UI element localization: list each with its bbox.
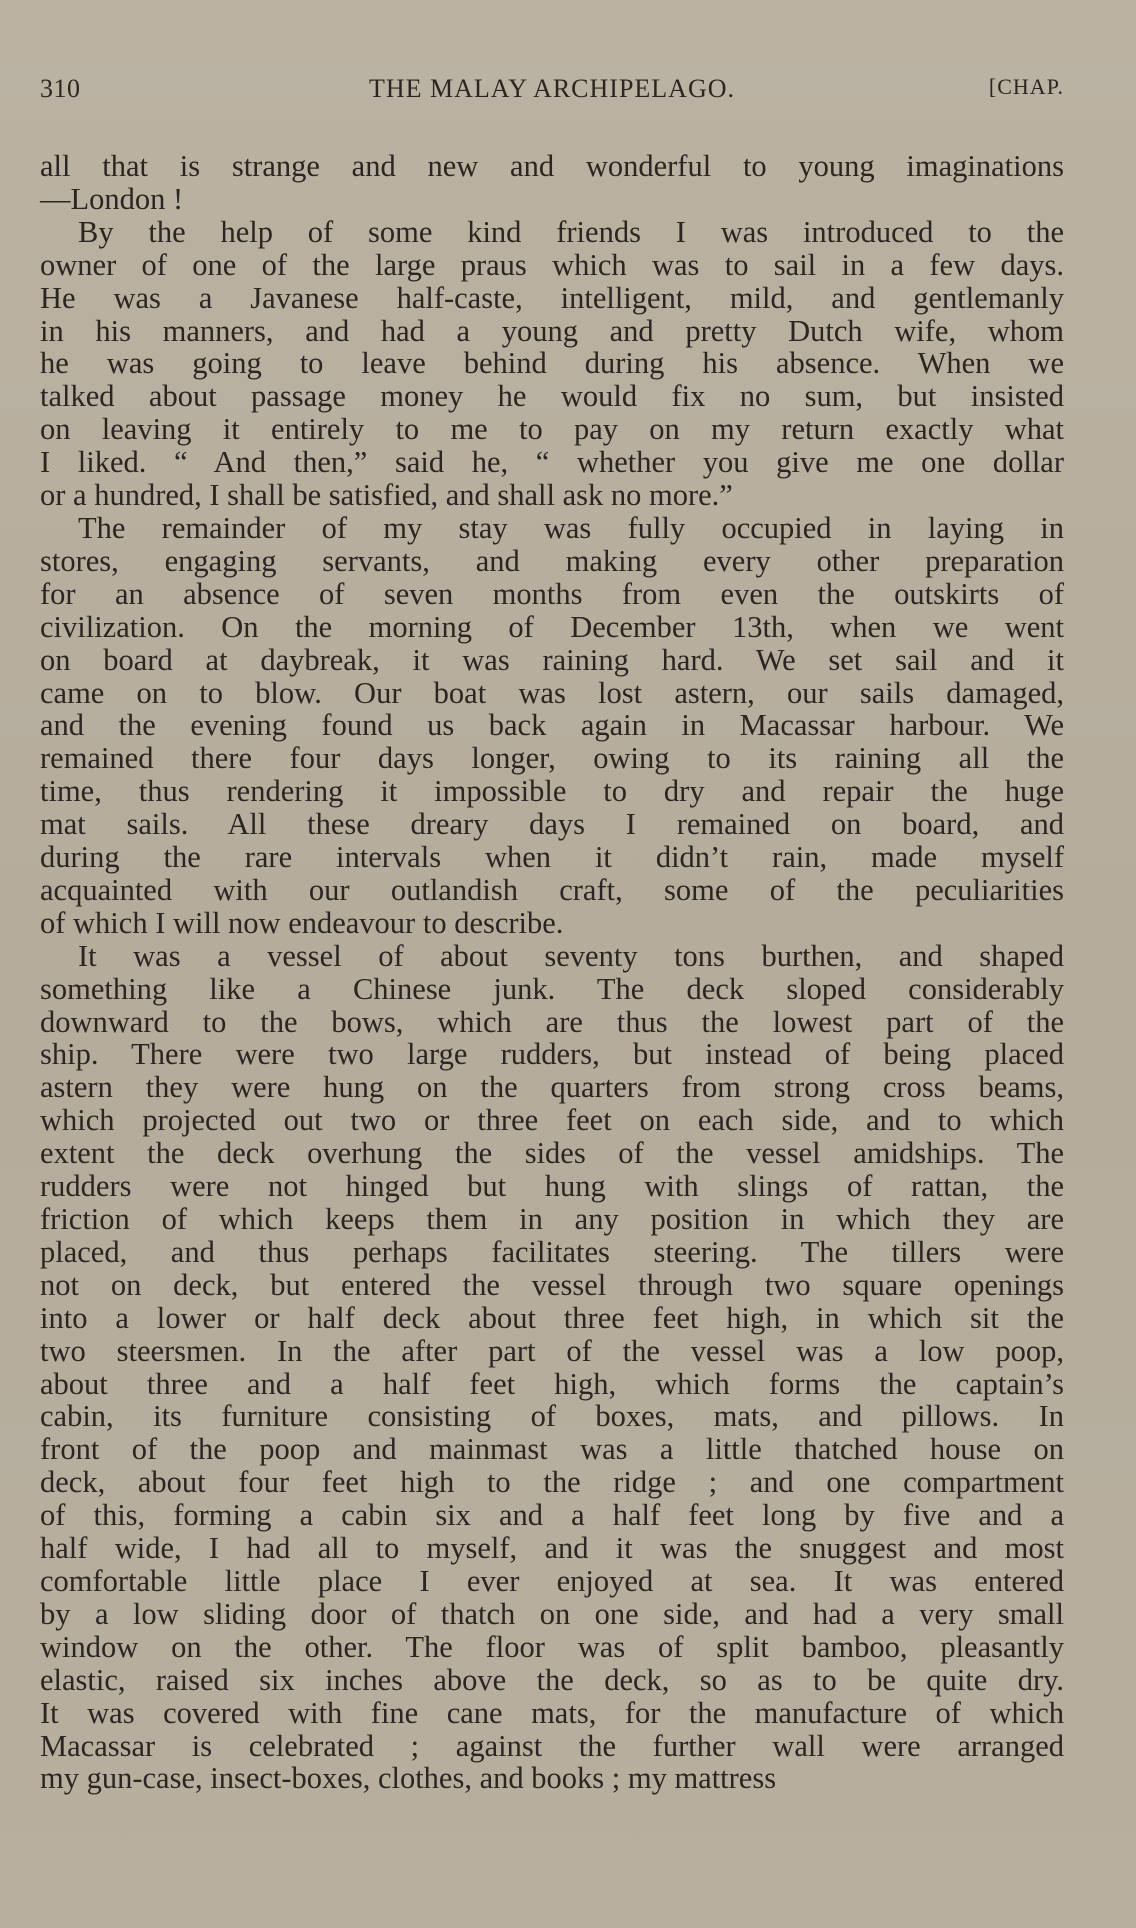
text-line: time, thus rendering it impossible to dry and repair the huge [40, 774, 1064, 809]
text-line: on board at daybreak, it was raining hard. We set sail and it [40, 642, 1064, 677]
text-line: my gun-case, insect-boxes, clothes, and books ; my mattress [40, 1761, 777, 1796]
text-line: By the help of some kind friends I was introduced to the [78, 214, 1064, 249]
text-line: talked about passage money he would fix no sum, but insisted [40, 379, 1064, 414]
text-line: something like a Chinese junk. The deck sloped considerably [40, 971, 1064, 1006]
text-line: of this, forming a cabin six and a half feet long by five and a [40, 1498, 1064, 1533]
text-line: by a low sliding door of thatch on one side, and had a very small [40, 1596, 1064, 1631]
text-line: two steersmen. In the after part of the vessel was a low poop, [40, 1333, 1064, 1368]
text-line: front of the poop and mainmast was a little thatched house on [40, 1432, 1064, 1467]
paragraph [40, 940, 1064, 1796]
running-header [40, 74, 1064, 114]
text-line: came on to blow. Our boat was lost astern, our sails damaged, [40, 675, 1064, 710]
text-line: or a hundred, I shall be satisfied, and shall ask no more.” [40, 478, 733, 513]
text-line: he was going to leave behind during his absence. When we [40, 346, 1064, 381]
text-line: remained there four days longer, owing to its raining all the [40, 741, 1064, 776]
text-line: deck, about four feet high to the ridge ; and one compartment [40, 1465, 1064, 1500]
paragraph [40, 216, 1064, 512]
text-line: on leaving it entirely to me to pay on my return exactly what [40, 412, 1064, 447]
paragraph [40, 150, 1064, 216]
running-title: THE MALAY ARCHIPELAGO. [368, 74, 736, 103]
text-line: extent the deck overhung the sides of the vessel amidships. The [40, 1136, 1064, 1171]
text-line: window on the other. The floor was of split bamboo, pleasantly [40, 1629, 1064, 1664]
text-line: in his manners, and had a young and pretty Dutch wife, whom [40, 313, 1064, 348]
text-line: He was a Javanese half-caste, intelligent, mild, and gentlemanly [40, 280, 1064, 315]
text-line: during the rare intervals when it didn’t rain, made myself [40, 840, 1064, 875]
text-line: cabin, its furniture consisting of boxes, mats, and pillows. In [40, 1399, 1064, 1434]
text-line: Macassar is celebrated ; against the further wall were arranged [40, 1728, 1064, 1763]
text-line: owner of one of the large praus which was to sail in a few days. [40, 247, 1064, 282]
text-line: The remainder of my stay was fully occupied in laying in [78, 510, 1064, 545]
text-line: It was a vessel of about seventy tons burthen, and shaped [78, 938, 1064, 973]
text-line: downward to the bows, which are thus the lowest part of the [40, 1004, 1064, 1039]
text-line: all that is strange and new and wonderful to young imaginations [40, 149, 1064, 183]
text-line: for an absence of seven months from even the outskirts of [40, 576, 1064, 611]
text-line: rudders were not hinged but hung with slings of rattan, the [40, 1169, 1064, 1204]
text-line: elastic, raised six inches above the deck, so as to be quite dry. [40, 1662, 1064, 1697]
text-line: It was covered with fine cane mats, for the manufacture of which [40, 1695, 1064, 1730]
text-line: about three and a half feet high, which forms the captain’s [40, 1366, 1064, 1401]
text-line: not on deck, but entered the vessel through two square openings [40, 1267, 1064, 1302]
chapter-mark: [CHAP. [988, 74, 1064, 99]
text-line: friction of which keeps them in any position in which they are [40, 1202, 1064, 1236]
text-line: astern they were hung on the quarters from strong cross beams, [40, 1070, 1064, 1105]
text-line: and the evening found us back again in Macassar harbour. We [40, 708, 1064, 743]
text-line: into a lower or half deck about three feet high, in which sit the [40, 1300, 1064, 1335]
text-line: civilization. On the morning of December 13th, when we went [40, 609, 1064, 644]
text-line: of which I will now endeavour to describe. [40, 905, 564, 940]
text-line: mat sails. All these dreary days I remained on board, and [40, 807, 1064, 842]
text-line: I liked. “ And then,” said he, “ whether you give me one dollar [40, 445, 1064, 480]
text-line: which projected out two or three feet on each side, and to which [40, 1103, 1064, 1138]
text-line: stores, engaging servants, and making every other preparation [40, 543, 1064, 578]
text-line: half wide, I had all to myself, and it was the snuggest and most [40, 1531, 1064, 1566]
text-line: placed, and thus perhaps facilitates steering. The tillers were [40, 1234, 1064, 1269]
body-text [40, 150, 1064, 1795]
text-line: —London ! [40, 181, 184, 216]
page-number: 310 [40, 74, 81, 103]
text-line: comfortable little place I ever enjoyed at sea. It was entered [40, 1563, 1064, 1598]
text-line: acquainted with our outlandish craft, some of the peculiarities [40, 872, 1064, 907]
text-line: ship. There were two large rudders, but instead of being placed [40, 1037, 1064, 1072]
paragraph [40, 512, 1064, 940]
